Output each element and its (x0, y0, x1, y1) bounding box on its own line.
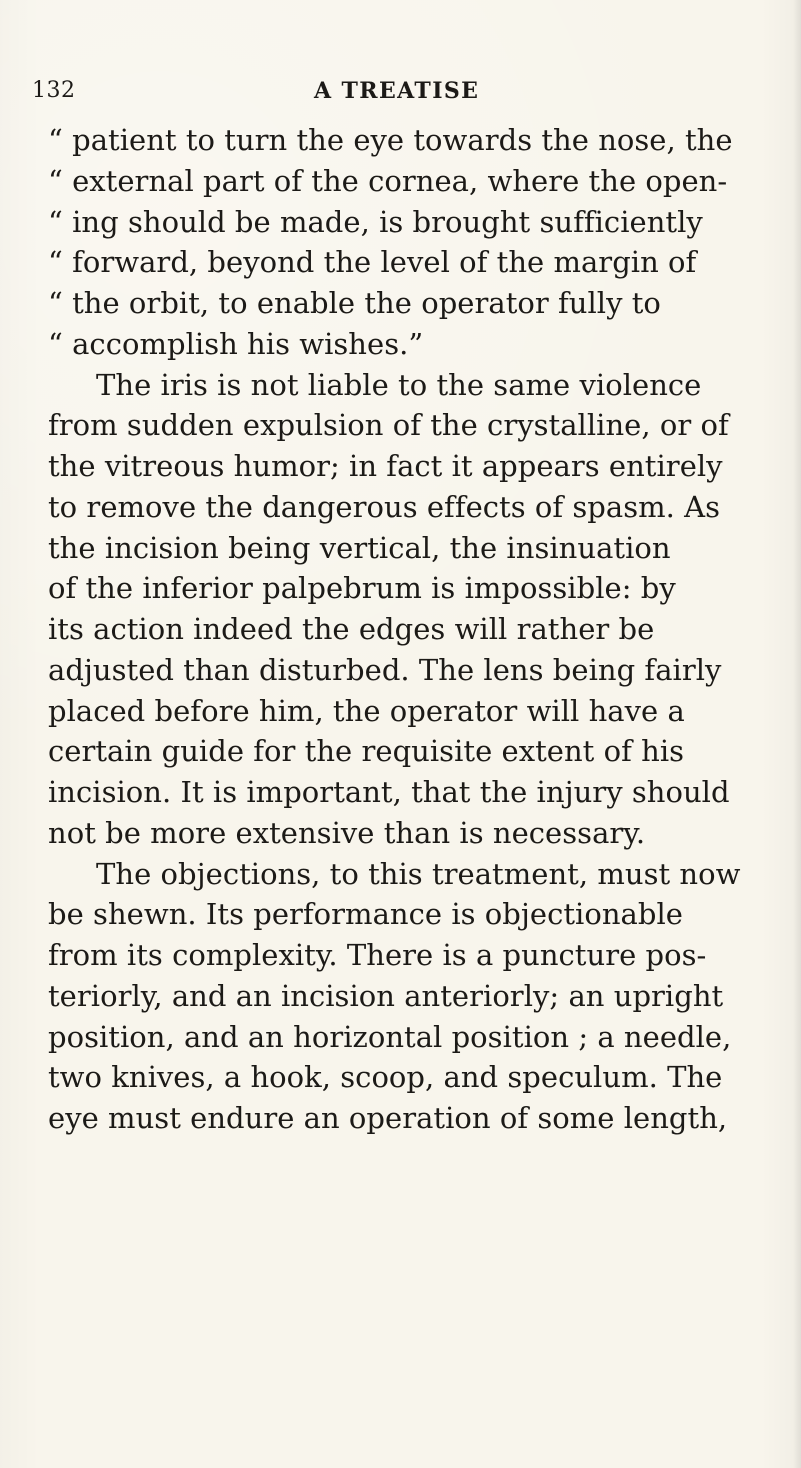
text-line: adjusted than disturbed. The lens being fairly (48, 652, 722, 687)
text-line: incision. It is important, that the injury should (48, 775, 730, 809)
text-line: of the inferior palpebrum is impossible: by (48, 571, 676, 606)
text-line: to remove the dangerous effects of spasm. As (48, 489, 721, 524)
text-line: “ the orbit, to enable the operator fully to (48, 286, 661, 320)
text-line: “ patient to turn the eye towards the nose, the (48, 123, 733, 157)
page-header (22, 78, 542, 108)
running-title: A TREATISE (314, 78, 480, 104)
paragraph-start-line: The objections, to this treatment, must now (96, 856, 741, 891)
text-line: the vitreous humor; in fact it appears entirely (48, 449, 723, 483)
text-line: not be more extensive than is necessary. (48, 815, 646, 850)
text-line: from its complexity. There is a puncture pos- (48, 938, 707, 972)
text-line: “ accomplish his wishes.” (48, 326, 424, 361)
text-line: position, and an horizontal position ; a needle, (48, 1019, 732, 1054)
page-number: 132 (32, 78, 76, 103)
text-line: “ ing should be made, is brought sufficiently (48, 204, 703, 239)
paragraph-start-line: The iris is not liable to the same violence (96, 367, 702, 402)
text-line: two knives, a hook, scoop, and speculum. The (48, 1060, 723, 1095)
text-line: certain guide for the requisite extent of his (48, 734, 685, 769)
text-line: teriorly, and an incision anteriorly; an upright (48, 978, 724, 1013)
text-line: “ external part of the cornea, where the open- (48, 163, 728, 198)
text-line: its action indeed the edges will rather be (48, 612, 655, 646)
text-line: placed before him, the operator will have a (48, 693, 685, 728)
text-line: “ forward, beyond the level of the margin of (48, 245, 697, 280)
text-line: be shewn. Its performance is objectionable (48, 897, 683, 932)
text-line: the incision being vertical, the insinuation (48, 530, 671, 565)
body-text (48, 120, 754, 1139)
text-line: from sudden expulsion of the crystalline, or of (48, 408, 729, 443)
text-line: eye must endure an operation of some length, (48, 1101, 728, 1135)
page-edge-shadow (793, 0, 801, 1468)
